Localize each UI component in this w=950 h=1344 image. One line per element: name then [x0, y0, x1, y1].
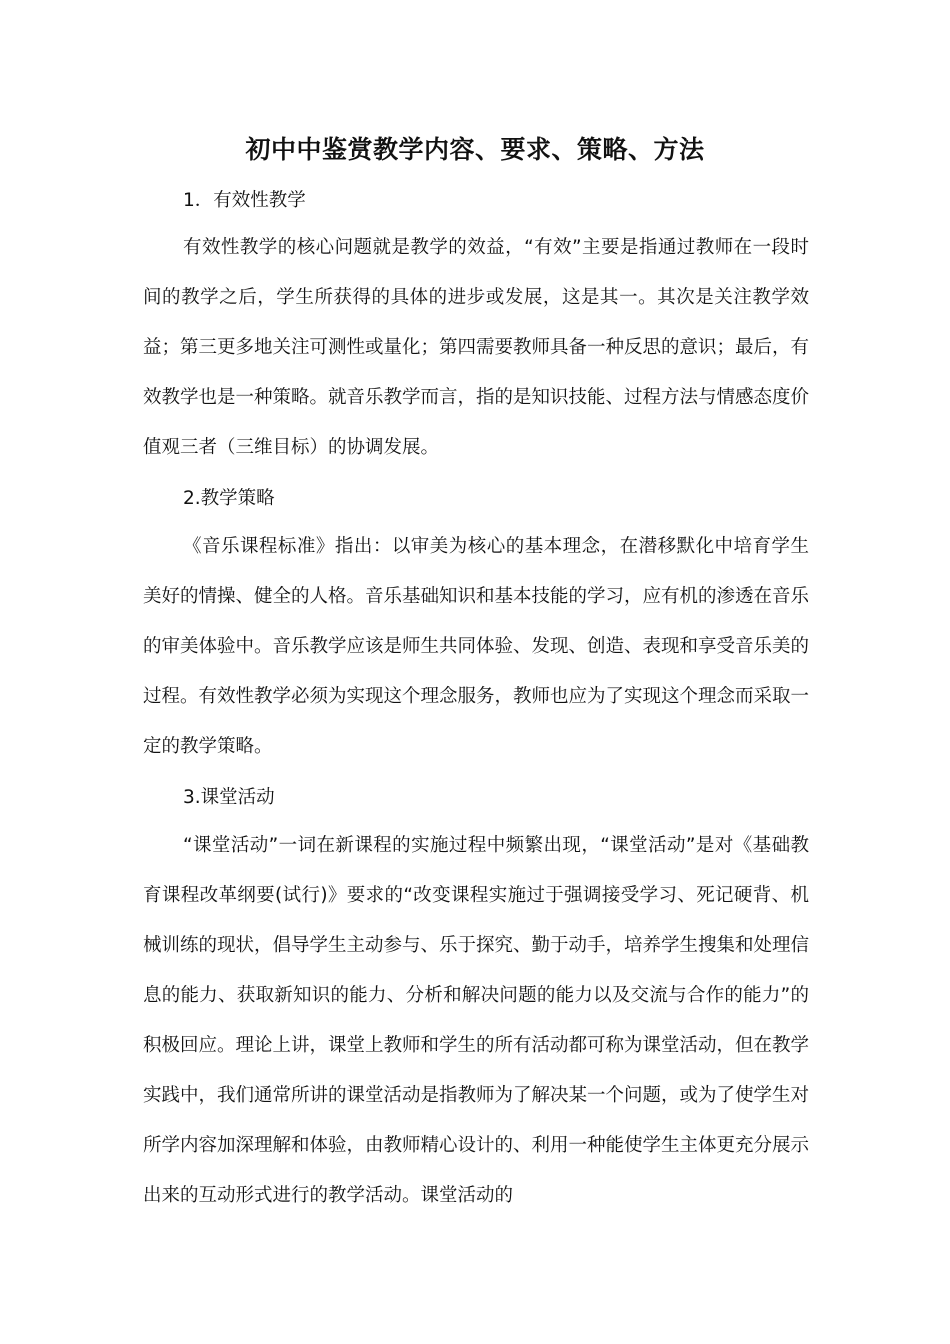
document-title: 初中中鉴赏教学内容、要求、策略、方法: [245, 135, 705, 164]
section-paragraph-classroom-activity: “课堂活动”一词在新课程的实施过程中频繁出现，“课堂活动”是对《基础教育课程改革纲要(试行)》要求的“改变课程实施过于强调接受学习、死记硬背、机械训练的现状，倡导学生主动参与、乐于探究、勤于动手，培养学生搜集和处理信息的能力、获取新知识的能力、分析和解决问题的能力以及交流与合作的能力”的积极回应。理论上讲，课堂上教师和学生的所有活动都可称为课堂活动，但在教学实践中，我们通常所讲的课堂活动是指教师为了解决某一个问题，或为了使学生对所学内容加深理解和体验，由教师精心设计的、利用一种能使学生主体更充分展示出来的互动形式进行的教学活动。课堂活动的: [143, 835, 810, 1206]
section-paragraph-teaching-strategy: 《音乐课程标准》指出：以审美为核心的基本理念，在潜移默化中培育学生美好的情操、健全的人格。音乐基础知识和基本技能的学习，应有机的渗透在音乐的审美体验中。音乐教学应该是师生共同体验、发现、创造、表现和享受音乐美的过程。有效性教学必须为实现这个理念服务，教师也应为了实现这个理念而采取一定的教学策略。: [143, 536, 810, 757]
section-heading-teaching-strategy: 2.教学策略: [183, 488, 275, 509]
section-paragraph-effective-teaching: 有效性教学的核心问题就是教学的效益，“有效”主要是指通过教师在一段时间的教学之后，学生所获得的具体的进步或发展，这是其一。其次是关注教学效益；第三更多地关注可测性或量化；第四需要教师具备一种反思的意识；最后，有效教学也是一种策略。就音乐教学而言，指的是知识技能、过程方法与情感态度价值观三者（三维目标）的协调发展。: [143, 237, 810, 458]
section-heading-effective-teaching: 1．有效性教学: [183, 190, 306, 211]
section-heading-classroom-activity: 3.课堂活动: [183, 787, 275, 808]
